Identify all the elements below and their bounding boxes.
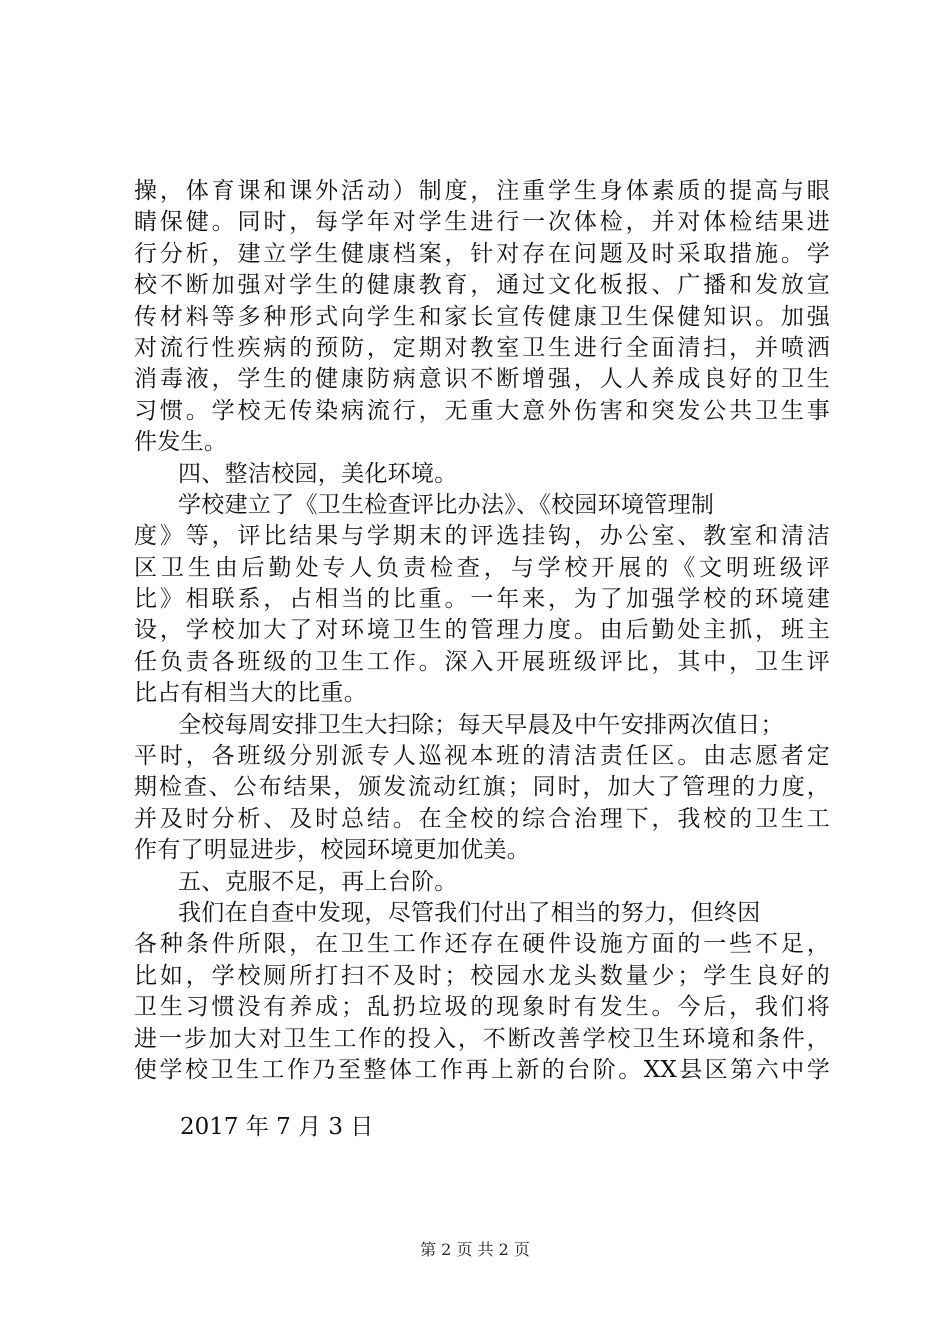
- text-line: 并及时分析、及时总结。在全校的综合治理下，我校的卫生工: [134, 805, 830, 832]
- text-line: 行分析，建立学生健康档案，针对存在问题及时采取措施。学: [134, 240, 830, 267]
- text-line: 进一步加大对卫生工作的投入，不断改善学校卫生环境和条件，: [134, 1025, 830, 1052]
- text-line: 使学校卫生工作乃至整体工作再上新的台阶。XX县区第六中学: [134, 1056, 830, 1083]
- text-line: 传材料等多种形式向学生和家长宣传健康卫生保健知识。加强: [134, 303, 830, 330]
- text-line: 习惯。学校无传染病流行，无重大意外伤害和突发公共卫生事: [134, 397, 830, 424]
- text-line: 比占有相当大的比重。: [134, 680, 367, 707]
- text-line: 度》等，评比结果与学期末的评选挂钩，办公室、教室和清洁: [134, 523, 830, 550]
- section-heading: 五、克服不足，再上台阶。: [178, 868, 458, 895]
- text-line: 睛保健。同时，每学年对学生进行一次体检，并对体检结果进: [134, 209, 830, 236]
- text-line: 作有了明显进步，校园环境更加优美。: [134, 837, 531, 864]
- document-body: [134, 176, 830, 1086]
- section-heading: 四、整洁校园，美化环境。: [178, 460, 458, 487]
- text-line: 卫生习惯没有养成；乱扔垃圾的现象时有发生。今后，我们将: [134, 994, 830, 1021]
- text-line: 任负责各班级的卫生工作。深入开展班级评比，其中，卫生评: [134, 648, 830, 675]
- text-line: 比》相联系，占相当的比重。一年来，为了加强学校的环境建: [134, 586, 830, 613]
- text-line: 各种条件所限，在卫生工作还存在硬件设施方面的一些不足，: [134, 931, 830, 958]
- text-line: 期检查、公布结果，颁发流动红旗；同时，加大了管理的力度，: [134, 774, 830, 801]
- text-line: 消毒液，学生的健康防病意识不断增强，人人养成良好的卫生: [134, 366, 830, 393]
- document-date: 2017 年 7 月 3 日: [180, 1114, 374, 1140]
- text-line: 件发生。: [134, 429, 228, 456]
- text-line: 全校每周安排卫生大扫除；每天早晨及中午安排两次值日；: [178, 711, 784, 738]
- text-line: 对流行性疾病的预防，定期对教室卫生进行全面清扫，并喷洒: [134, 334, 830, 361]
- page-footer: 第 2 页 共 2 页: [420, 1240, 530, 1259]
- text-line: 学校建立了《卫生检查评比办法》、《校园环境管理制: [178, 491, 715, 518]
- text-line: 操，体育课和课外活动）制度，注重学生身体素质的提高与眼: [134, 178, 830, 204]
- text-line: 我们在自查中发现，尽管我们付出了相当的努力，但终因: [178, 899, 761, 926]
- text-line: 区卫生由后勤处专人负责检查，与学校开展的《文明班级评: [134, 554, 830, 581]
- text-line: 平时，各班级分别派专人巡视本班的清洁责任区。由志愿者定: [134, 743, 830, 770]
- text-line: 设，学校加大了对环境卫生的管理力度。由后勤处主抓，班主: [134, 617, 830, 644]
- text-line: 校不断加强对学生的健康教育，通过文化板报、广播和发放宣: [134, 272, 830, 299]
- text-line: 比如，学校厕所打扫不及时；校园水龙头数量少；学生良好的: [134, 962, 830, 989]
